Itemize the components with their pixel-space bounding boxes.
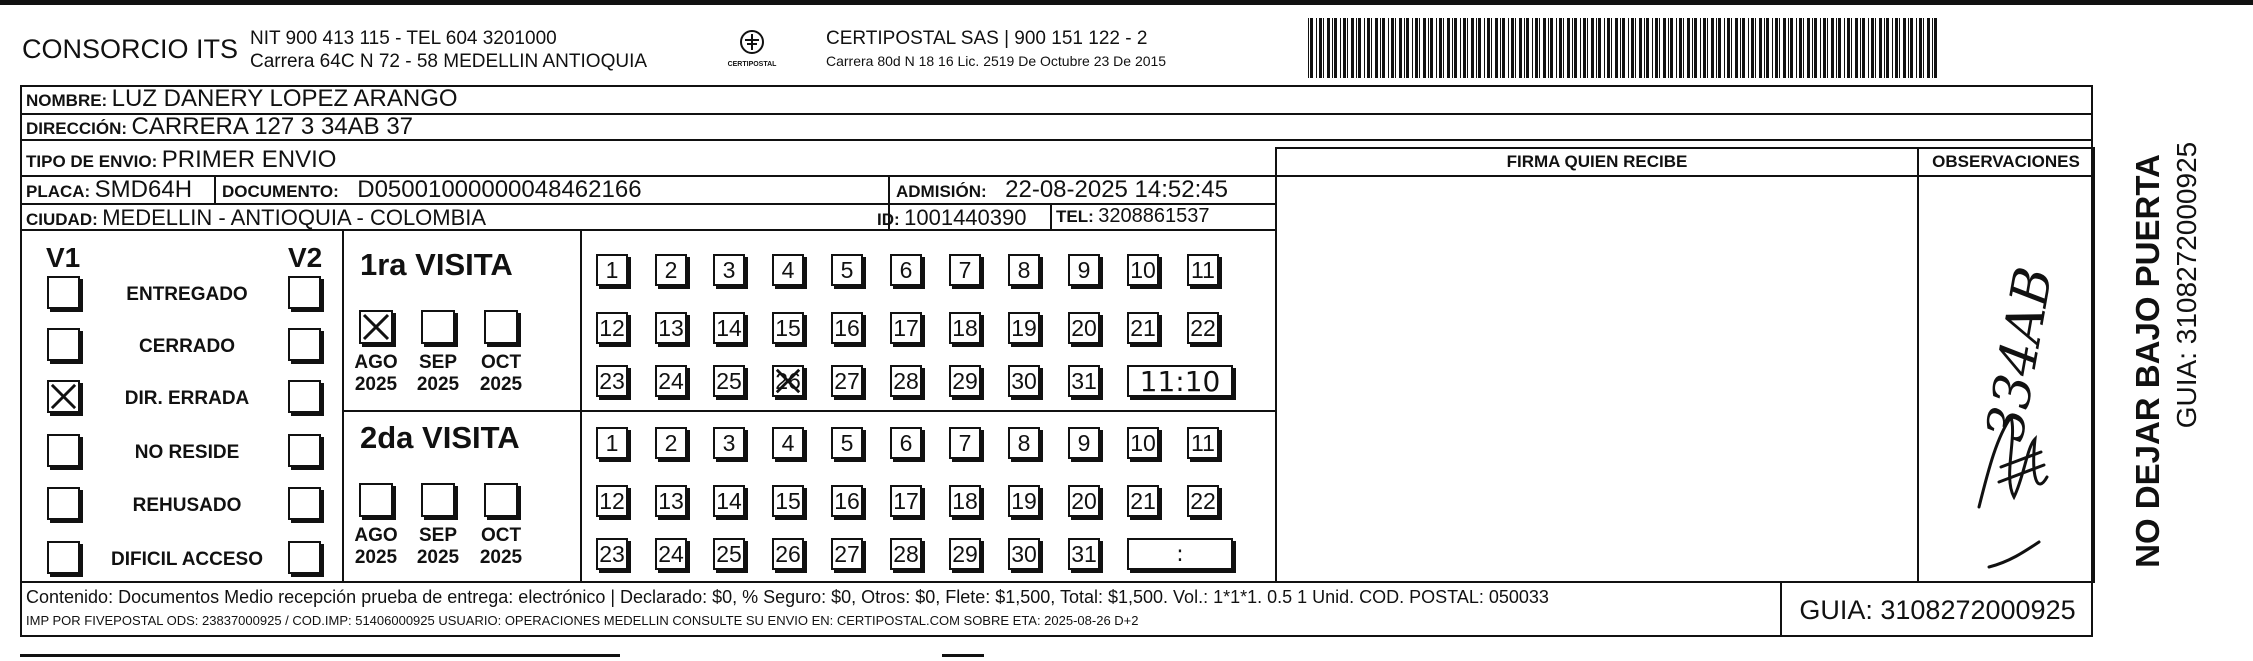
day-box[interactable]: 29: [949, 538, 981, 570]
nombre-value: LUZ DANERY LOPEZ ARANGO: [111, 85, 458, 112]
status-v1-checkbox[interactable]: [47, 328, 80, 361]
firma-header: FIRMA QUIEN RECIBE: [1506, 152, 1688, 171]
day-box[interactable]: 27: [831, 365, 863, 397]
day-box[interactable]: 24: [655, 538, 687, 570]
nombre-label: NOMBRE:: [26, 91, 108, 110]
day-box[interactable]: 8: [1008, 427, 1040, 459]
day-box[interactable]: 1: [596, 427, 628, 459]
day-box[interactable]: 24: [655, 365, 687, 397]
id-label: ID:: [877, 210, 900, 229]
side-notice-line1: NO DEJAR BAJO PUERTA: [2129, 154, 2166, 568]
day-box[interactable]: 31: [1068, 538, 1100, 570]
company-name: CONSORCIO ITS: [22, 34, 239, 64]
day-box[interactable]: 14: [713, 312, 745, 344]
documento-label: DOCUMENTO:: [222, 182, 339, 201]
day-box[interactable]: 13: [655, 485, 687, 517]
handwritten-observation: [1919, 177, 2093, 581]
month-checkbox[interactable]: [421, 310, 455, 344]
footer-guia: GUIA: 3108272000925: [1799, 595, 2076, 625]
day-box[interactable]: 10: [1127, 427, 1159, 459]
visit1-title: 1ra VISITA: [360, 247, 513, 282]
status-v1-checkbox[interactable]: [47, 434, 80, 467]
tipo-row: [26, 146, 336, 174]
status-v1-checkbox[interactable]: [47, 487, 80, 520]
admision-value: 22-08-2025 14:52:45: [1005, 176, 1228, 203]
day-box[interactable]: 22: [1187, 485, 1219, 517]
month-label: OCT 2025: [479, 352, 523, 395]
placa-label: PLACA:: [26, 182, 91, 201]
day-box[interactable]: 26: [772, 365, 804, 397]
month-label: AGO 2025: [354, 352, 398, 395]
direccion-label: DIRECCIÓN:: [26, 119, 128, 138]
ciudad-value: MEDELLIN - ANTIOQUIA - COLOMBIA: [102, 205, 487, 230]
day-box[interactable]: 18: [949, 312, 981, 344]
day-box[interactable]: 13: [655, 312, 687, 344]
status-option-label: CERRADO: [138, 336, 236, 357]
status-v1-checkbox[interactable]: [47, 380, 80, 413]
day-box[interactable]: 25: [713, 365, 745, 397]
day-box[interactable]: 21: [1127, 312, 1159, 344]
month-checkbox[interactable]: [484, 310, 518, 344]
day-box[interactable]: 4: [772, 254, 804, 286]
day-box[interactable]: 30: [1008, 538, 1040, 570]
tipo-value: PRIMER ENVIO: [161, 146, 337, 173]
day-box[interactable]: 11: [1187, 427, 1219, 459]
status-v2-checkbox[interactable]: [288, 487, 321, 520]
x-mark-icon: [49, 382, 78, 411]
status-option-label: DIFICIL ACCESO: [110, 549, 263, 570]
day-box[interactable]: 2: [655, 254, 687, 286]
month-checkbox[interactable]: [359, 483, 393, 517]
day-box[interactable]: 9: [1068, 254, 1100, 286]
day-box[interactable]: 25: [713, 538, 745, 570]
day-box[interactable]: 12: [596, 312, 628, 344]
day-box[interactable]: 7: [949, 427, 981, 459]
x-mark-icon: [361, 312, 391, 342]
barcode: [1308, 18, 1943, 78]
status-option-label: NO RESIDE: [134, 442, 240, 463]
day-box[interactable]: 15: [772, 312, 804, 344]
day-box[interactable]: 23: [596, 365, 628, 397]
month-checkbox[interactable]: [484, 483, 518, 517]
tel-label: TEL:: [1056, 207, 1094, 226]
tipo-label: TIPO DE ENVIO:: [26, 152, 158, 171]
nombre-row: [26, 85, 458, 113]
top-border: [0, 0, 2253, 5]
x-mark-icon: [774, 367, 802, 395]
day-box[interactable]: 27: [831, 538, 863, 570]
month-label: SEP 2025: [416, 525, 460, 568]
status-option-label: DIR. ERRADA: [124, 388, 250, 409]
ciudad-label: CIUDAD:: [26, 210, 98, 229]
day-box[interactable]: 30: [1008, 365, 1040, 397]
status-v1-checkbox[interactable]: [47, 541, 80, 574]
direccion-row: [26, 113, 413, 141]
month-checkbox[interactable]: [359, 310, 393, 344]
certipostal-logo: CERTIPOSTAL: [722, 28, 782, 72]
admision-label: ADMISIÓN:: [896, 182, 987, 201]
day-box[interactable]: 1: [596, 254, 628, 286]
day-box[interactable]: 19: [1008, 312, 1040, 344]
day-box[interactable]: 5: [831, 427, 863, 459]
v2-label: V2: [288, 242, 323, 273]
direccion-value: CARRERA 127 3 34AB 37: [131, 113, 414, 140]
day-box[interactable]: 28: [890, 365, 922, 397]
ciudad-row: [26, 205, 486, 231]
day-box[interactable]: 11: [1187, 254, 1219, 286]
day-box[interactable]: 29: [949, 365, 981, 397]
side-notice-line2: GUIA: 3108272000925: [2171, 141, 2202, 429]
day-box[interactable]: 5: [831, 254, 863, 286]
day-box[interactable]: 22: [1187, 312, 1219, 344]
month-label: AGO 2025: [354, 525, 398, 568]
observation-handwriting-text: 334AB: [1975, 262, 2065, 446]
day-box[interactable]: 9: [1068, 427, 1100, 459]
placa-row: [26, 176, 192, 204]
day-box[interactable]: 23: [596, 538, 628, 570]
status-v2-checkbox[interactable]: [288, 541, 321, 574]
day-box[interactable]: 3: [713, 254, 745, 286]
status-option-label: ENTREGADO: [126, 284, 248, 305]
day-box[interactable]: 15: [772, 485, 804, 517]
day-box[interactable]: 8: [1008, 254, 1040, 286]
documento-value: D05001000000048462166: [357, 176, 642, 203]
footer-line1: Contenido: Documentos Medio recepción prueba de entrega: electrónico | Declarado: $0, % Seguro: $0, Otros: $0, Flete: $1,500, Total: $1,500. Vol.: 1*1*1. 0.5 1 Unid. COD. POSTAL: 050033: [26, 587, 1549, 607]
logo-icon: [737, 28, 767, 56]
day-box[interactable]: 21: [1127, 485, 1159, 517]
day-box[interactable]: 26: [772, 538, 804, 570]
carrier-line1: CERTIPOSTAL SAS | 900 151 122 - 2: [826, 28, 1148, 49]
day-box[interactable]: 10: [1127, 254, 1159, 286]
day-box[interactable]: 6: [890, 427, 922, 459]
company-line1: NIT 900 413 115 - TEL 604 3201000: [250, 28, 557, 49]
status-v1-checkbox[interactable]: [47, 276, 80, 309]
day-box[interactable]: 19: [1008, 485, 1040, 517]
day-box[interactable]: 18: [949, 485, 981, 517]
day-box[interactable]: 2: [655, 427, 687, 459]
day-box[interactable]: 17: [890, 485, 922, 517]
status-v2-checkbox[interactable]: [288, 434, 321, 467]
footer-line2: IMP POR FIVEPOSTAL ODS: 23837000925 / COD.IMP: 51406000925 USUARIO: OPERACIONES MEDELLIN CONSULTE SU ENVIO EN: CERTIPOSTAL.COM SOBRE ETA: 2025-08-26 D+2: [26, 613, 1139, 628]
admision-row: [896, 176, 1228, 204]
id-row: [877, 205, 1026, 231]
tel-row: [1056, 205, 1209, 228]
day-box[interactable]: 31: [1068, 365, 1100, 397]
month-label: OCT 2025: [479, 525, 523, 568]
carrier-line2: Carrera 80d N 18 16 Lic. 2519 De Octubre 23 De 2015: [826, 53, 1167, 69]
day-box[interactable]: 7: [949, 254, 981, 286]
day-box[interactable]: 16: [831, 312, 863, 344]
visit2-title: 2da VISITA: [360, 420, 520, 455]
status-v2-checkbox[interactable]: [288, 276, 321, 309]
day-box[interactable]: 20: [1068, 312, 1100, 344]
month-checkbox[interactable]: [421, 483, 455, 517]
tel-value: 3208861537: [1098, 205, 1210, 227]
day-box[interactable]: 12: [596, 485, 628, 517]
documento-row: [222, 176, 642, 204]
company-line2: Carrera 64C N 72 - 58 MEDELLIN ANTIOQUIA: [250, 51, 648, 72]
observaciones-header: OBSERVACIONES: [1932, 152, 2080, 171]
status-v2-checkbox[interactable]: [288, 380, 321, 413]
day-box[interactable]: 16: [831, 485, 863, 517]
day-box[interactable]: 20: [1068, 485, 1100, 517]
time-box[interactable]: 11:10: [1127, 365, 1233, 397]
time-box[interactable]: :: [1127, 538, 1233, 570]
month-label: SEP 2025: [416, 352, 460, 395]
v1-label: V1: [46, 242, 81, 273]
day-box[interactable]: 28: [890, 538, 922, 570]
day-box[interactable]: 4: [772, 427, 804, 459]
day-box[interactable]: 14: [713, 485, 745, 517]
status-v2-checkbox[interactable]: [288, 328, 321, 361]
day-box[interactable]: 6: [890, 254, 922, 286]
status-option-label: REHUSADO: [132, 495, 242, 516]
day-box[interactable]: 17: [890, 312, 922, 344]
side-notice: [2095, 85, 2253, 637]
id-value: 1001440390: [904, 205, 1027, 230]
placa-value: SMD64H: [94, 176, 193, 203]
day-box[interactable]: 3: [713, 427, 745, 459]
